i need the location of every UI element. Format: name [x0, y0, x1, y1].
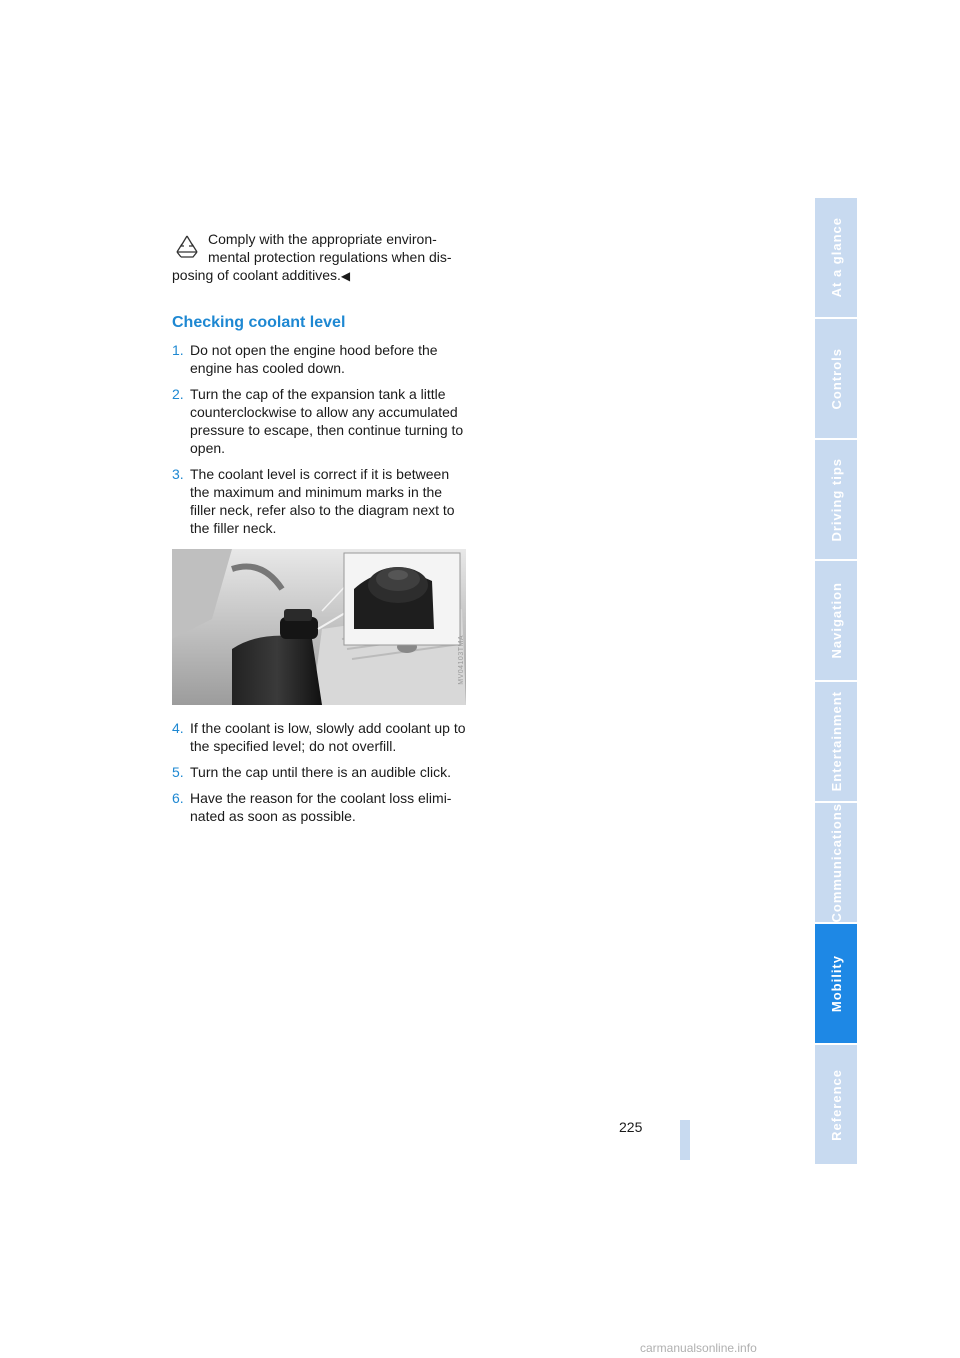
step-number: 6. [172, 790, 184, 806]
tab-label: Entertainment [828, 691, 844, 792]
page-content [172, 230, 467, 833]
step-item [172, 341, 467, 377]
figure-code: MV04103TMA [458, 635, 465, 685]
step-item [172, 763, 467, 781]
note-line-3-text: posing of coolant additives. [172, 267, 341, 283]
step-item [172, 789, 467, 825]
tab-label: Navigation [828, 582, 844, 659]
step-item [172, 465, 467, 537]
tab-mobility[interactable] [815, 924, 857, 1043]
step-item [172, 385, 467, 457]
chapter-tabs [815, 198, 857, 1166]
step-text: Have the reason for the coolant loss elimi-nated as soon as possible. [190, 790, 452, 824]
note-line-1: Comply with the appropriate environ- [208, 231, 437, 247]
engine-bay-illustration [172, 549, 466, 705]
step-text: Do not open the engine hood before the engine has cooled down. [190, 342, 438, 376]
environment-note [172, 230, 467, 285]
step-text: Turn the cap of the expansion tank a little counterclockwise to allow any accumulated pressure to escape, then continue turning to open. [190, 386, 464, 456]
steps-list-a [172, 341, 467, 537]
watermark: carmanualsonline.info [640, 1341, 757, 1355]
step-text: Turn the cap until there is an audible click. [190, 764, 451, 780]
step-item [172, 719, 467, 755]
engine-bay-figure [172, 549, 466, 705]
page-number: 225 [619, 1119, 643, 1135]
tab-controls[interactable] [815, 319, 857, 438]
tab-label: Communications [828, 802, 844, 923]
tab-label: Controls [828, 347, 844, 410]
step-text: The coolant level is correct if it is between the maximum and minimum marks in the filler neck, refer also to the diagram next to the filler neck. [190, 466, 455, 536]
tab-label: Reference [828, 1068, 844, 1141]
step-number: 5. [172, 764, 184, 780]
tab-reference[interactable] [815, 1045, 857, 1164]
tab-navigation[interactable] [815, 561, 857, 680]
end-mark-icon: ◀ [340, 269, 351, 283]
tab-entertainment[interactable] [815, 682, 857, 801]
tab-label: Driving tips [828, 457, 844, 542]
section-title: Checking coolant level [172, 314, 346, 331]
tab-label: Mobility [828, 954, 844, 1013]
step-number: 1. [172, 342, 184, 358]
step-number: 2. [172, 386, 184, 402]
step-number: 3. [172, 466, 184, 482]
step-number: 4. [172, 720, 184, 736]
tab-at-a-glance[interactable] [815, 198, 857, 317]
step-text: If the coolant is low, slowly add coolant up to the specified level; do not overfill. [190, 720, 466, 754]
page-number-bar [680, 1120, 690, 1160]
recycle-icon [172, 232, 202, 262]
note-line-3 [172, 266, 467, 285]
tab-communications[interactable] [815, 803, 857, 922]
note-line-2: mental protection regulations when dis- [208, 249, 452, 265]
steps-list-b [172, 719, 467, 825]
tab-driving-tips[interactable] [815, 440, 857, 559]
tab-label: At a glance [828, 217, 844, 298]
